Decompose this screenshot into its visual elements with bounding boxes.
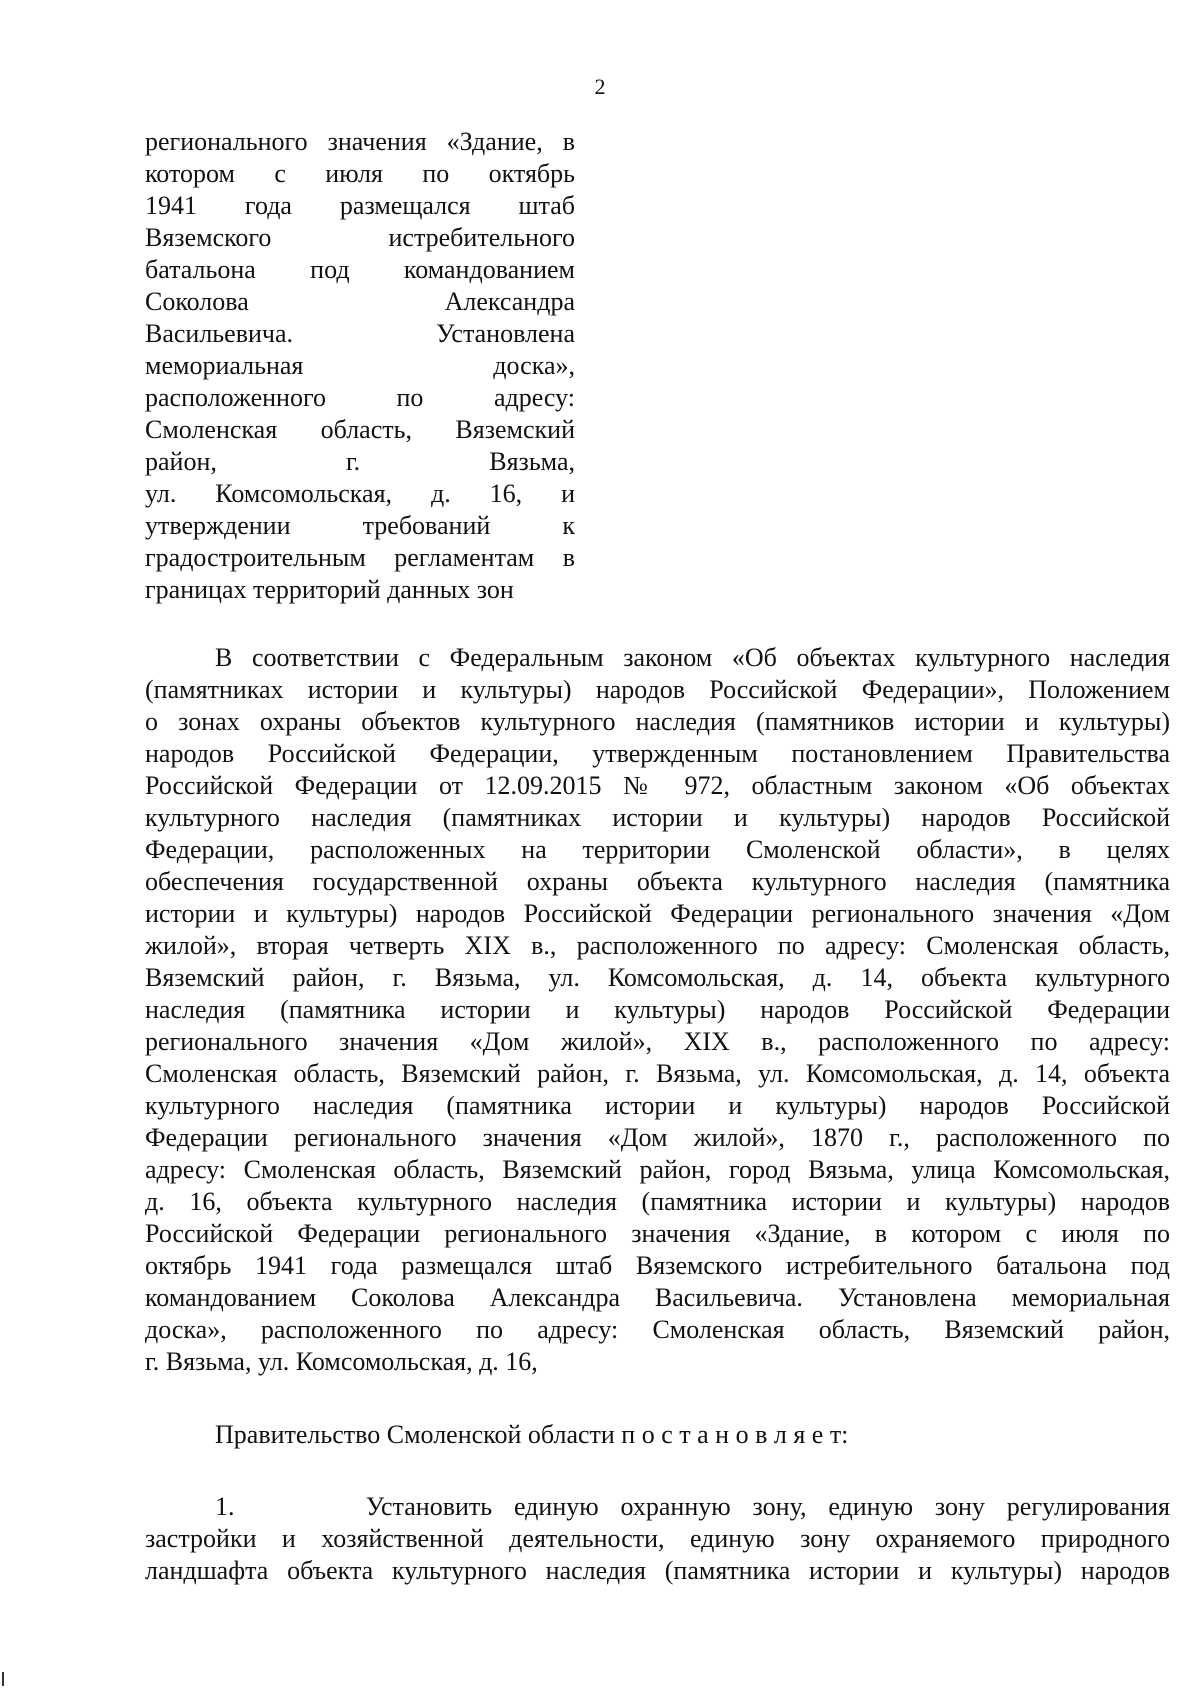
clause-text: Установить единую охранную зону, единую зону регулирования: [365, 1492, 1171, 1521]
title-line: утверждении требований к: [145, 511, 575, 540]
preamble-line: В соответствии с Федеральным законом «Об объектах культурного наследия: [215, 643, 1170, 672]
title-line: расположенного по адресу:: [145, 383, 575, 412]
preamble-line: Российской Федерации от 12.09.2015 № 972, областным законом «Об объектах: [145, 771, 1170, 800]
title-line: 1941 года размещался штаб: [145, 191, 575, 220]
clause-line: ландшафта объекта культурного наследия (памятника истории и культуры) народов: [145, 1556, 1170, 1585]
title-line: регионального значения «Здание, в: [145, 127, 575, 156]
preamble-line: обеспечения государственной охраны объекта культурного наследия (памятника: [145, 867, 1170, 896]
preamble-line: наследия (памятника истории и культуры) народов Российской Федерации: [145, 995, 1170, 1024]
title-line: градостроительным регламентам в: [145, 543, 575, 572]
preamble-line: (памятниках истории и культуры) народов Российской Федерации», Положением: [145, 675, 1170, 704]
title-line: мемориальная доска»,: [145, 351, 575, 380]
title-line: батальона под командованием: [145, 255, 575, 284]
title-line: район, г. Вязьма,: [145, 447, 575, 476]
title-line: границах территорий данных зон: [145, 575, 514, 604]
preamble-line: Смоленская область, Вяземский район, г. Вязьма, ул. Комсомольская, д. 14, объекта: [145, 1059, 1170, 1088]
preamble-line: жилой», вторая четверть XIX в., расположенного по адресу: Смоленская область,: [145, 931, 1170, 960]
title-line: ул. Комсомольская, д. 16, и: [145, 479, 575, 508]
title-line: Смоленская область, Вяземский: [145, 415, 575, 444]
resolution-statement: Правительство Смоленской области п о с т а н о в л я е т:: [215, 1420, 849, 1449]
page-number: 2: [594, 74, 606, 99]
preamble-line: Федерации регионального значения «Дом жилой», 1870 г., расположенного по: [145, 1123, 1170, 1152]
title-line: Васильевича. Установлена: [145, 319, 575, 348]
preamble-line: народов Российской Федерации, утвержденным постановлением Правительства: [145, 739, 1170, 768]
title-line: Вяземского истребительного: [145, 223, 575, 252]
document-title-block: [145, 126, 575, 606]
preamble-line: доска», расположенного по адресу: Смоленская область, Вяземский район,: [145, 1315, 1170, 1344]
preamble-paragraph: [145, 642, 1170, 1378]
preamble-line: о зонах охраны объектов культурного наследия (памятников истории и культуры): [145, 707, 1170, 736]
clause-1: [145, 1491, 1170, 1587]
preamble-line: культурного наследия (памятника истории и культуры) народов Российской: [145, 1091, 1170, 1120]
title-line: Соколова Александра: [145, 287, 575, 316]
preamble-line: октябрь 1941 года размещался штаб Вяземского истребительного батальона под: [145, 1251, 1170, 1280]
title-line: котором с июля по октябрь: [145, 159, 575, 188]
preamble-line: командованием Соколова Александра Васильевича. Установлена мемориальная: [145, 1283, 1170, 1312]
clause-number: 1.: [215, 1492, 235, 1521]
clause-1-first-line: [145, 1491, 1170, 1523]
preamble-line: адресу: Смоленская область, Вяземский район, город Вязьма, улица Комсомольская,: [145, 1155, 1170, 1184]
preamble-line: культурного наследия (памятниках истории и культуры) народов Российской: [145, 803, 1170, 832]
preamble-line: Вяземский район, г. Вязьма, ул. Комсомольская, д. 14, объекта культурного: [145, 963, 1170, 992]
preamble-line: истории и культуры) народов Российской Федерации регионального значения «Дом: [145, 899, 1170, 928]
preamble-line: регионального значения «Дом жилой», XIX в., расположенного по адресу:: [145, 1027, 1170, 1056]
preamble-line: д. 16, объекта культурного наследия (памятника истории и культуры) народов: [145, 1187, 1170, 1216]
preamble-line: г. Вязьма, ул. Комсомольская, д. 16,: [145, 1347, 538, 1376]
preamble-line: Российской Федерации регионального значения «Здание, в котором с июля по: [145, 1219, 1170, 1248]
scan-artifact: [2, 1672, 4, 1686]
preamble-line: Федерации, расположенных на территории Смоленской области», в целях: [145, 835, 1170, 864]
clause-line: застройки и хозяйственной деятельности, единую зону охраняемого природного: [145, 1524, 1170, 1553]
